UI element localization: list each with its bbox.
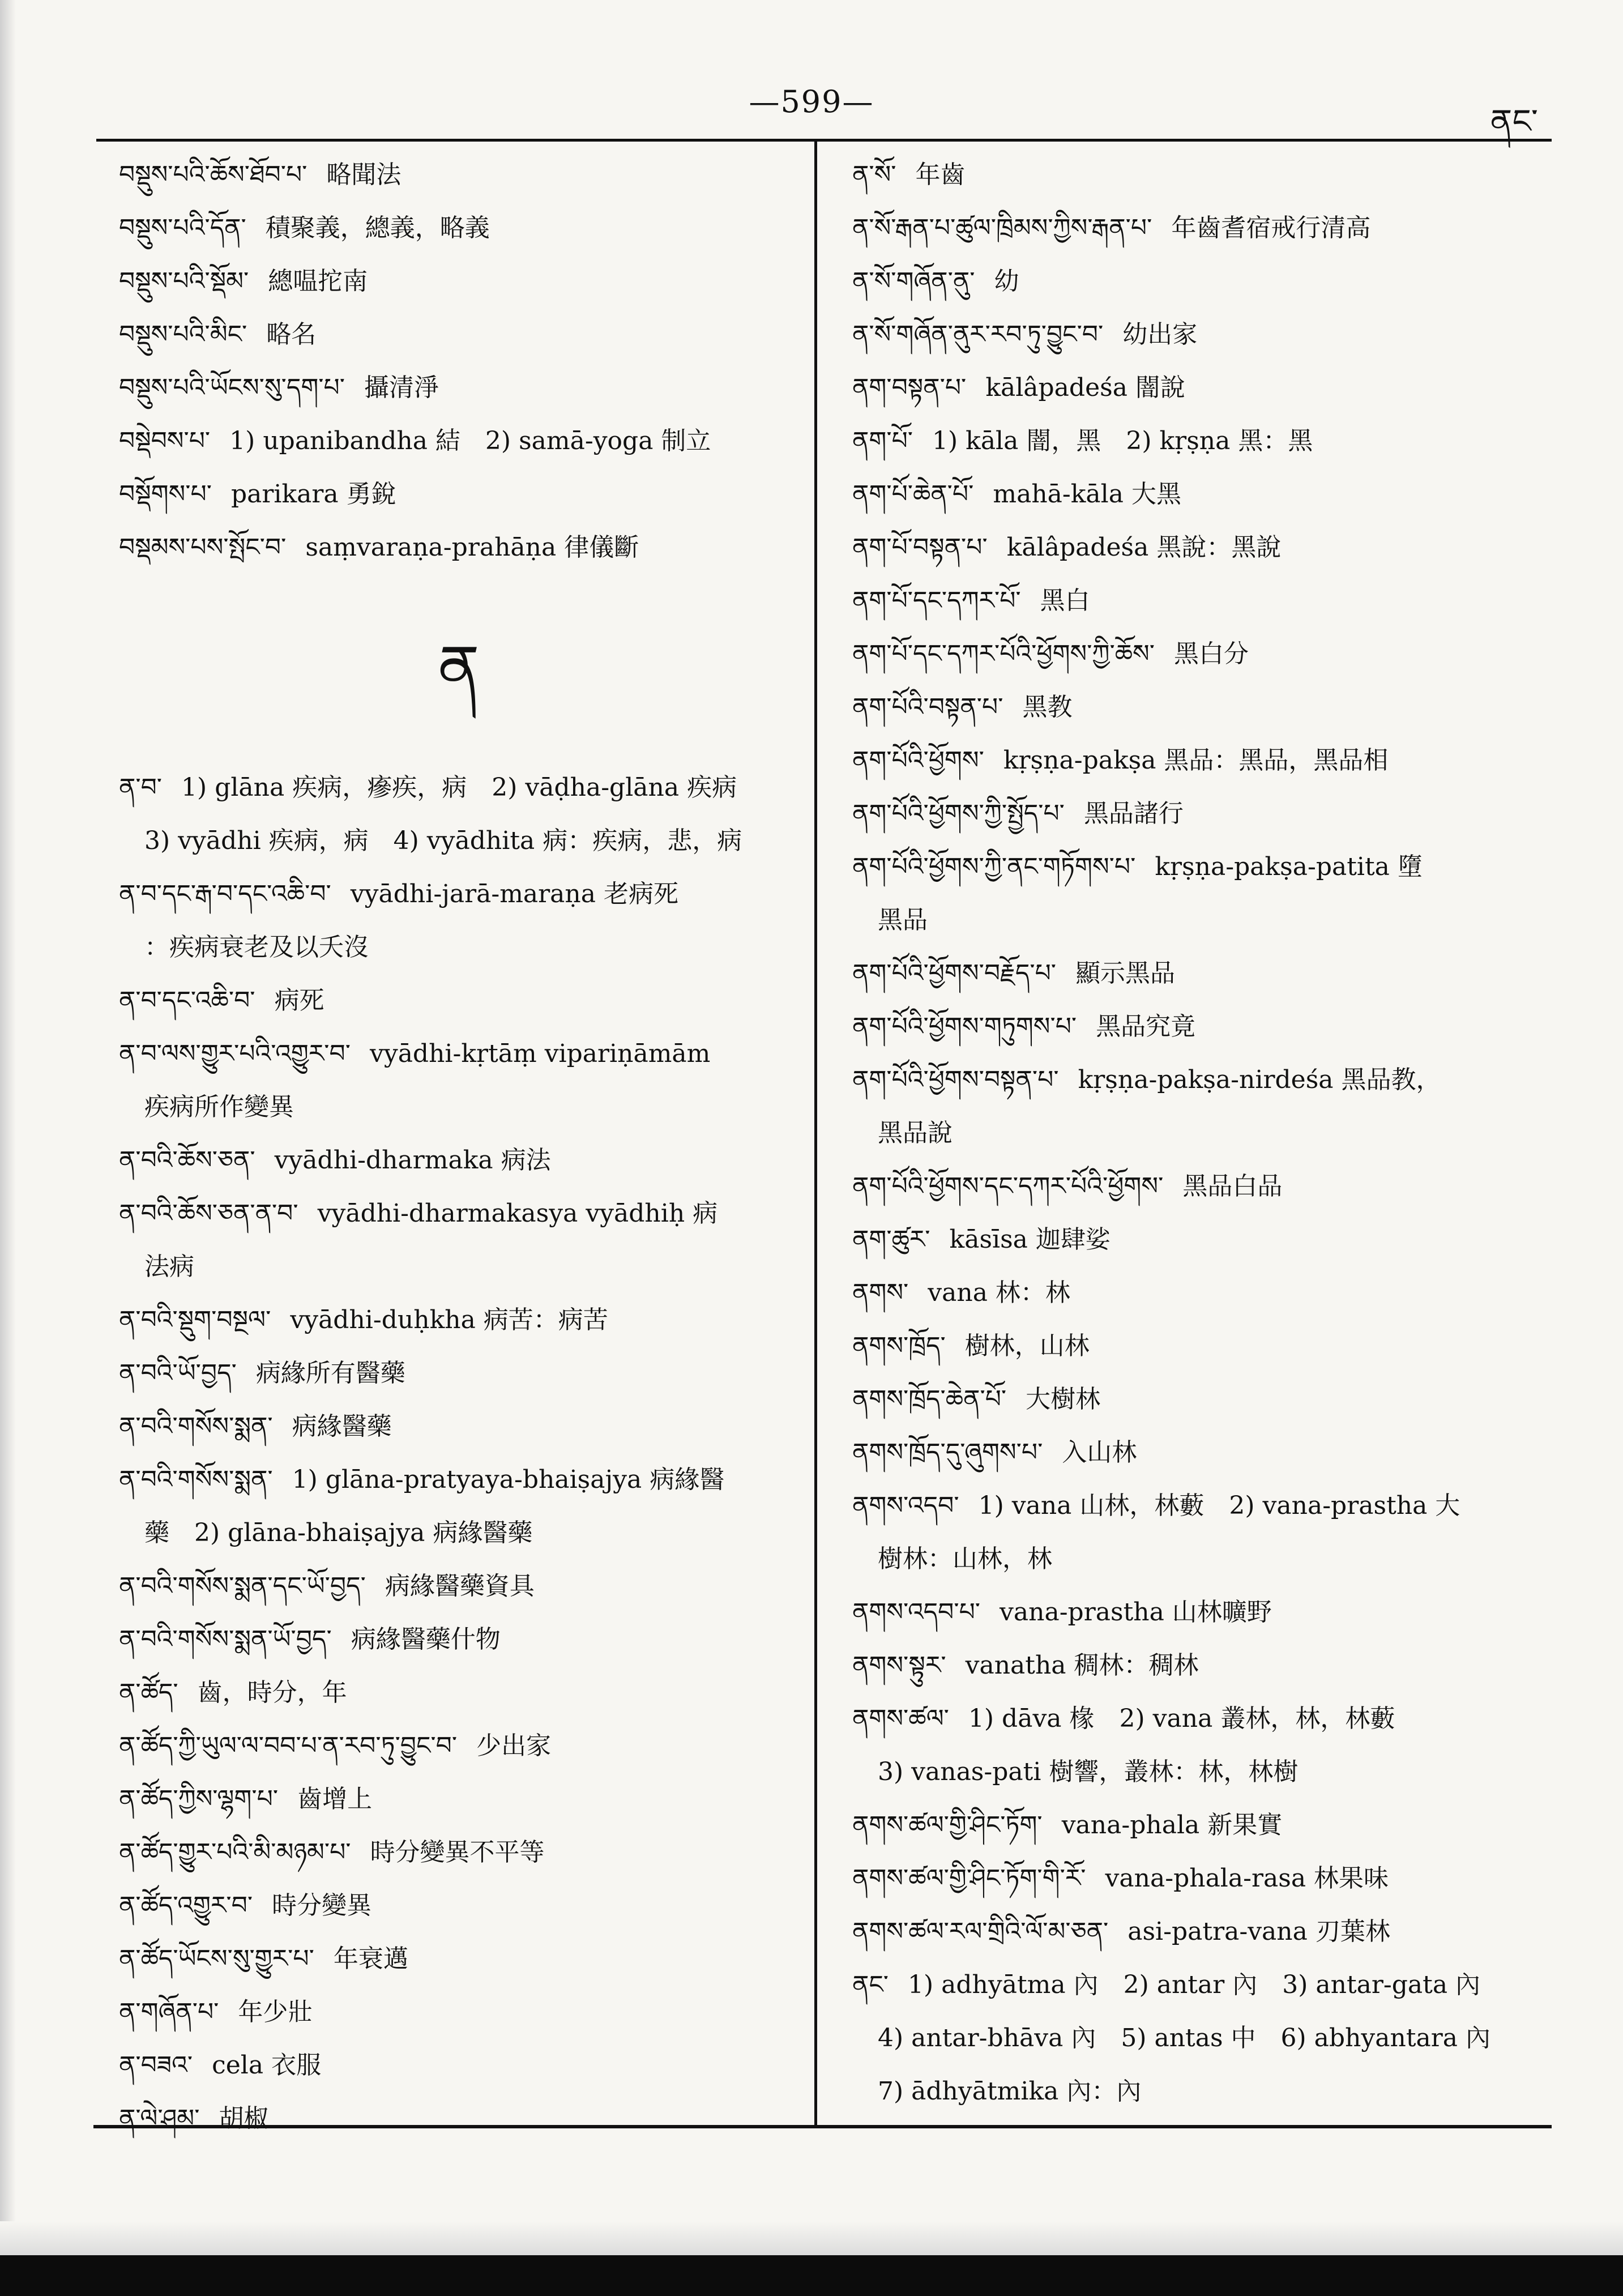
entry-headword: ན་བའི་སྡུག་བསྔལ་ xyxy=(119,1305,271,1334)
entry-headword: བསྡུས་པའི་ཆོས་ཐོབ་པ་ xyxy=(119,160,307,189)
entry-definition: 藥 2) glāna-bhaiṣajya 病緣醫藥 xyxy=(144,1518,533,1547)
entry-headword: ན་བའི་གསོས་སྨན་ཡོ་བྱད་ xyxy=(119,1625,332,1654)
dictionary-entry xyxy=(119,415,798,468)
entry-headword: ནགས་ཁྲོད་ཆེན་པོ་ xyxy=(852,1385,1007,1414)
entry-definition: kṛṣṇa-pakṣa-patita 墮 xyxy=(1155,852,1423,881)
entry-definition: kṛṣṇa-pakṣa 黑品：黑品，黑品相 xyxy=(1003,746,1389,775)
entry-headword: ནག་པོ་ xyxy=(852,426,913,455)
dictionary-entry xyxy=(852,1586,1560,1639)
right-column xyxy=(852,148,1560,2118)
entry-definition: 入山林 xyxy=(1062,1438,1137,1467)
entry-definition: kālâpadeśa 黑說：黑說 xyxy=(1006,533,1282,562)
entry-headword: ནག་པོ་བསྟན་པ་ xyxy=(852,533,988,562)
entry-definition: 少出家 xyxy=(476,1731,552,1760)
entry-definition: 病緣醫藥資具 xyxy=(385,1572,535,1601)
dictionary-entry xyxy=(852,1905,1560,1958)
entry-headword: ནག་པོའི་བསྟན་པ་ xyxy=(852,693,1003,722)
dictionary-entry xyxy=(852,734,1560,787)
entry-definition: vana-phala 新果實 xyxy=(1061,1811,1283,1840)
entry-definition: 疾病所作變異 xyxy=(144,1092,294,1121)
entry-headword: བསྡུས་པའི་དོན་ xyxy=(119,214,246,242)
entry-headword: ན་བའི་གསོས་སྨན་དང་ཡོ་བྱད་ xyxy=(119,1572,366,1601)
entry-headword: ན་ཚོད་ཀྱིས་ལྷག་པ་ xyxy=(119,1785,279,1813)
dictionary-entry xyxy=(119,148,798,202)
entry-definition: 3) vyādhi 疾病，病 4) vyādhita 病：疾病，悲，病 xyxy=(144,826,742,855)
entry-definition: 黑白 xyxy=(1040,586,1090,615)
entry-definition: parikara 勇銳 xyxy=(230,480,396,509)
dictionary-entry xyxy=(852,1958,1560,2012)
entry-headword: ནགས་ཚལ་ xyxy=(852,1704,949,1733)
dictionary-entry xyxy=(119,1347,798,1400)
entry-definition: 法病 xyxy=(144,1252,194,1281)
entry-headword: ན་བའི་ཡོ་བྱད་ xyxy=(119,1359,237,1388)
entry-definition: kṛṣṇa-pakṣa-nirdeśa 黑品教， xyxy=(1078,1065,1441,1094)
entry-headword: ན་གཞོན་པ་ xyxy=(119,1998,219,2026)
entry-definition: asi-patra-vana 刃葉林 xyxy=(1127,1917,1390,1946)
dictionary-entry-continuation xyxy=(119,814,798,868)
dictionary-entry xyxy=(852,947,1560,1000)
entry-definition: 幼 xyxy=(994,267,1019,296)
dictionary-entry xyxy=(852,681,1560,734)
dictionary-entry xyxy=(852,1479,1560,1533)
entry-definition: vana-phala-rasa 林果味 xyxy=(1105,1864,1389,1893)
entry-definition: 1) glāna 疾病，瘮疾，病 2) vāḍha-glāna 疾病 xyxy=(181,773,737,802)
entry-definition: ：疾病衰老及以夭沒 xyxy=(144,933,369,962)
dictionary-entry xyxy=(852,787,1560,840)
entry-definition: 1) kāla 闇，黑 2) kṛṣṇa 黑：黑 xyxy=(932,426,1313,455)
entry-definition: 4) antar-bhāva 內 5) antas 中 6) abhyantara 內 xyxy=(878,2024,1491,2052)
entry-definition: 7) ādhyātmika 內：內 xyxy=(878,2077,1142,2106)
entry-headword: ན་ལེ་ཤམ་ xyxy=(119,2104,200,2133)
entry-definition: 1) adhyātma 內 2) antar 內 3) antar-gata 內 xyxy=(907,1970,1481,1999)
entry-headword: ནག་པོའི་ཕྱོགས་ཀྱི་ནང་གཏོགས་པ་ xyxy=(852,852,1136,881)
dictionary-entry xyxy=(852,1160,1560,1213)
entry-definition: 略名 xyxy=(266,320,317,349)
entry-definition: 病緣醫藥什物 xyxy=(351,1625,501,1654)
dictionary-entry xyxy=(852,1053,1560,1107)
dictionary-entry xyxy=(852,1373,1560,1426)
dictionary-entry xyxy=(852,521,1560,574)
entry-definition: vana 林：林 xyxy=(928,1278,1070,1307)
left-column xyxy=(119,148,798,2145)
dictionary-entry xyxy=(119,1773,798,1826)
entry-headword: ནག་པོ་དང་དཀར་པོ་ xyxy=(852,586,1021,615)
entry-definition: 略聞法 xyxy=(326,160,402,189)
dictionary-entry xyxy=(852,1000,1560,1053)
dictionary-entry xyxy=(852,468,1560,521)
dictionary-entry xyxy=(852,1213,1560,1266)
entry-headword: ན་བའི་གསོས་སྨན་ xyxy=(119,1412,273,1441)
dictionary-entry xyxy=(119,1400,798,1453)
entry-definition: mahā-kāla 大黑 xyxy=(993,480,1181,509)
entry-headword: ན་བཟའ་ xyxy=(119,2051,193,2080)
dictionary-entry xyxy=(119,1666,798,1719)
entry-definition: 年衰邁 xyxy=(333,1944,408,1973)
dictionary-entry xyxy=(119,1613,798,1666)
dictionary-entry-continuation xyxy=(119,921,798,974)
dictionary-entry xyxy=(852,1692,1560,1746)
dictionary-entry xyxy=(119,868,798,921)
entry-headword: ནག་པོའི་ཕྱོགས་ཀྱི་སྤྱོད་པ་ xyxy=(852,799,1065,828)
dictionary-entry xyxy=(852,1320,1560,1373)
entry-definition: 胡椒 xyxy=(219,2104,269,2133)
page-mark: ནང་ xyxy=(1490,102,1538,140)
entry-headword: ན་སོ་གཞོན་ནུ་ xyxy=(852,267,975,296)
entry-definition: 3) vanas-pati 樹響，叢林：林，林樹 xyxy=(878,1757,1299,1786)
dictionary-entry xyxy=(119,1134,798,1187)
dictionary-entry xyxy=(119,202,798,255)
dictionary-entry-continuation xyxy=(852,894,1560,947)
entry-headword: ན་བ་ xyxy=(119,773,163,802)
entry-headword: ན་བ་དང་རྒ་བ་དང་འཆི་བ་ xyxy=(119,880,331,908)
dictionary-entry xyxy=(119,468,798,521)
entry-definition: 顯示黑品 xyxy=(1075,959,1176,988)
dictionary-entry xyxy=(119,761,798,814)
entry-definition: 樹林：山林，林 xyxy=(878,1544,1052,1573)
section-letter: ན xyxy=(438,631,480,704)
entry-definition: 齒，時分，年 xyxy=(197,1678,347,1707)
entry-headword: ན་བ་ལས་གྱུར་པའི་འགྱུར་བ་ xyxy=(119,1039,351,1068)
dictionary-entry xyxy=(119,2039,798,2092)
entry-headword: བསྡུས་པའི་སྡོམ་ xyxy=(119,267,249,296)
scan-left-edge xyxy=(0,0,16,2296)
entry-headword: ནགས་ཚལ་གྱི་ཤིང་ཏོག་ xyxy=(852,1811,1043,1840)
entry-headword: ནགས་སྟུར་ xyxy=(852,1651,946,1680)
entry-headword: ནགས་ཚལ་གྱི་ཤིང་ཏོག་གི་རོ་ xyxy=(852,1864,1086,1893)
entry-definition: 黑品究竟 xyxy=(1096,1012,1196,1041)
entry-definition: vyādhi-kṛtāṃ vipariṇāmām xyxy=(369,1039,711,1068)
dictionary-entry xyxy=(852,308,1560,361)
dictionary-entry xyxy=(852,1799,1560,1852)
entry-definition: 病死 xyxy=(274,986,324,1015)
entry-definition: 樹林，山林 xyxy=(964,1331,1090,1360)
entry-headword: ནང་ xyxy=(852,1970,889,1999)
entry-headword: ནག་པོ་ཆེན་པོ་ xyxy=(852,480,974,509)
dictionary-entry xyxy=(119,1294,798,1347)
dictionary-entry xyxy=(852,1266,1560,1320)
entry-definition: 1) dāva 椽 2) vana 叢林，林，林藪 xyxy=(968,1704,1395,1733)
page-number: —599— xyxy=(749,84,874,120)
entry-headword: བསྡེབས་པ་ xyxy=(119,426,211,455)
entry-definition: 總嗢拕南 xyxy=(268,267,368,296)
entry-headword: ན་ཚོད་འགྱུར་བ་ xyxy=(119,1891,253,1920)
dictionary-entry xyxy=(119,974,798,1027)
entry-headword: བསྡོགས་པ་ xyxy=(119,480,212,509)
dictionary-entry xyxy=(852,1426,1560,1479)
entry-headword: ན་བ་དང་འཆི་བ་ xyxy=(119,986,255,1015)
entry-headword: བསྡམས་པས་སྤོང་བ་ xyxy=(119,533,287,562)
dictionary-entry xyxy=(852,415,1560,468)
dictionary-entry-continuation xyxy=(852,1107,1560,1160)
entry-definition: 時分變異不平等 xyxy=(370,1838,545,1867)
dictionary-entry xyxy=(852,1852,1560,1905)
entry-headword: ན་བའི་ཆོས་ཅན་ན་བ་ xyxy=(119,1199,298,1228)
dictionary-entry-continuation xyxy=(852,1533,1560,1586)
entry-headword: ནག་པོའི་ཕྱོགས་བརྗོད་པ་ xyxy=(852,959,1057,988)
entry-headword: ན་སོ་ xyxy=(852,160,896,189)
entry-definition: 病緣所有醫藥 xyxy=(255,1359,405,1388)
entry-headword: ནག་པོའི་ཕྱོགས་བསྟན་པ་ xyxy=(852,1065,1059,1094)
dictionary-entry xyxy=(852,574,1560,628)
dictionary-entry-continuation xyxy=(852,2012,1560,2065)
entry-headword: ནག་ཚུར་ xyxy=(852,1225,930,1254)
dictionary-entry xyxy=(119,2092,798,2145)
dictionary-entry xyxy=(852,1639,1560,1692)
dictionary-entry xyxy=(119,1826,798,1879)
entry-definition: 1) upanibandha 結 2) samā-yoga 制立 xyxy=(229,426,711,455)
dictionary-entry xyxy=(852,361,1560,415)
entry-headword: ན་ཚོད་ xyxy=(119,1678,178,1707)
dictionary-entry xyxy=(852,628,1560,681)
entry-headword: ནག་པོའི་ཕྱོགས་དང་དཀར་པོའི་ཕྱོགས་ xyxy=(852,1172,1164,1201)
entry-definition: 黑品 xyxy=(878,906,928,934)
entry-definition: vyādhi-dharmakasya vyādhiḥ 病 xyxy=(317,1199,718,1228)
entry-definition: 大樹林 xyxy=(1026,1385,1101,1414)
entry-headword: ནག་པོའི་ཕྱོགས་ xyxy=(852,746,984,775)
entry-definition: 黑教 xyxy=(1022,693,1073,722)
entry-definition: 年齒 xyxy=(915,160,966,189)
dictionary-entry xyxy=(119,1560,798,1613)
dictionary-entry xyxy=(119,1027,798,1081)
dictionary-entry-continuation xyxy=(852,1746,1560,1799)
right-entries xyxy=(852,148,1560,2118)
entry-headword: ནགས་ xyxy=(852,1278,909,1307)
entry-headword: ན་བའི་གསོས་སྨན་ xyxy=(119,1465,273,1494)
entry-definition: 黑白分 xyxy=(1173,639,1249,668)
entry-definition: vyādhi-jarā-maraṇa 老病死 xyxy=(350,880,678,908)
dictionary-entry xyxy=(119,1187,798,1240)
entry-headword: ན་བའི་ཆོས་ཅན་ xyxy=(119,1146,255,1175)
entry-headword: ནགས་ཚལ་རལ་གྲིའི་ལོ་མ་ཅན་ xyxy=(852,1917,1109,1946)
entry-headword: ནག་པོའི་ཕྱོགས་གཏུགས་པ་ xyxy=(852,1012,1077,1041)
dictionary-entry xyxy=(852,148,1560,202)
entry-headword: ནགས་འདབ་ xyxy=(852,1491,959,1520)
entry-headword: ན་སོ་རྒན་པ་ཚུལ་ཁྲིམས་ཀྱིས་རྒན་པ་ xyxy=(852,214,1152,242)
entry-headword: ན་སོ་གཞོན་ནུར་རབ་ཏུ་བྱུང་བ་ xyxy=(852,320,1104,349)
entry-definition: kālâpadeśa 闇說 xyxy=(985,373,1185,402)
entry-definition: 年齒耆宿戒行清高 xyxy=(1171,214,1371,242)
entry-headword: ནགས་འདབ་པ་ xyxy=(852,1598,981,1627)
entry-definition: 黑品說 xyxy=(878,1119,953,1147)
dictionary-entry xyxy=(119,1879,798,1932)
dictionary-entry xyxy=(119,1986,798,2039)
left-entries-before xyxy=(119,148,798,574)
dictionary-entry xyxy=(119,521,798,574)
scan-bottom-fade xyxy=(0,2221,1623,2255)
entry-definition: vyādhi-dharmaka 病法 xyxy=(274,1146,551,1175)
entry-definition: 黑品白品 xyxy=(1182,1172,1283,1201)
entry-definition: 攝清淨 xyxy=(364,373,439,402)
dictionary-entry xyxy=(119,1932,798,1986)
entry-definition: 黑品諸行 xyxy=(1083,799,1184,828)
entry-definition: 幼出家 xyxy=(1122,320,1198,349)
scan-bottom-edge xyxy=(0,2255,1623,2296)
entry-definition: 病緣醫藥 xyxy=(292,1412,392,1441)
dictionary-entry xyxy=(852,202,1560,255)
dictionary-entry xyxy=(852,255,1560,308)
entry-headword: བསྡུས་པའི་ཡོངས་སུ་དག་པ་ xyxy=(119,373,345,402)
entry-definition: 1) vana 山林，林藪 2) vana-prastha 大 xyxy=(978,1491,1460,1520)
entry-headword: ན་ཚོད་གྱུར་པའི་མི་མཉམ་པ་ xyxy=(119,1838,351,1867)
entry-definition: 1) glāna-pratyaya-bhaiṣajya 病緣醫 xyxy=(292,1465,725,1494)
dictionary-entry-continuation xyxy=(119,1507,798,1560)
dictionary-entry xyxy=(119,1719,798,1773)
dictionary-entry-continuation xyxy=(852,2065,1560,2118)
dictionary-entry xyxy=(119,1453,798,1507)
entry-headword: བསྡུས་པའི་མིང་ xyxy=(119,320,247,349)
entry-definition: vyādhi-duḥkha 病苦：病苦 xyxy=(290,1305,608,1334)
entry-definition: 年少壯 xyxy=(238,1998,313,2026)
entry-headword: ན་ཚོད་ཡོངས་སུ་གྱུར་པ་ xyxy=(119,1944,314,1973)
entry-definition: 時分變異 xyxy=(272,1891,372,1920)
top-rule xyxy=(96,139,1552,142)
entry-definition: 積聚義，總義，略義 xyxy=(265,214,490,242)
entry-definition: saṃvaraṇa-prahāṇa 律儀斷 xyxy=(305,533,639,562)
entry-definition: kāsīsa 迦肆娑 xyxy=(949,1225,1111,1254)
entry-headword: ནགས་ཁྲོད་ xyxy=(852,1331,946,1360)
entry-headword: ནགས་ཁྲོད་དུ་ཞུགས་པ་ xyxy=(852,1438,1043,1467)
entry-definition: cela 衣服 xyxy=(212,2051,322,2080)
entry-headword: ནག་པོ་དང་དཀར་པོའི་ཕྱོགས་ཀྱི་ཆོས་ xyxy=(852,639,1155,668)
entry-definition: 齒增上 xyxy=(297,1785,373,1813)
entry-definition: vana-prastha 山林曠野 xyxy=(1000,1598,1272,1627)
dictionary-entry xyxy=(119,361,798,415)
column-divider xyxy=(814,140,817,2126)
dictionary-entry xyxy=(852,840,1560,894)
left-entries-after xyxy=(119,761,798,2145)
dictionary-entry-continuation xyxy=(119,1240,798,1294)
entry-definition: vanatha 稠林：稠林 xyxy=(965,1651,1199,1680)
dictionary-entry xyxy=(119,308,798,361)
dictionary-entry-continuation xyxy=(119,1081,798,1134)
entry-headword: ནག་བསྟན་པ་ xyxy=(852,373,967,402)
entry-headword: ན་ཚོད་ཀྱི་ཡུལ་ལ་བབ་པ་ན་རབ་ཏུ་བྱུང་བ་ xyxy=(119,1731,458,1760)
dictionary-entry xyxy=(119,255,798,308)
